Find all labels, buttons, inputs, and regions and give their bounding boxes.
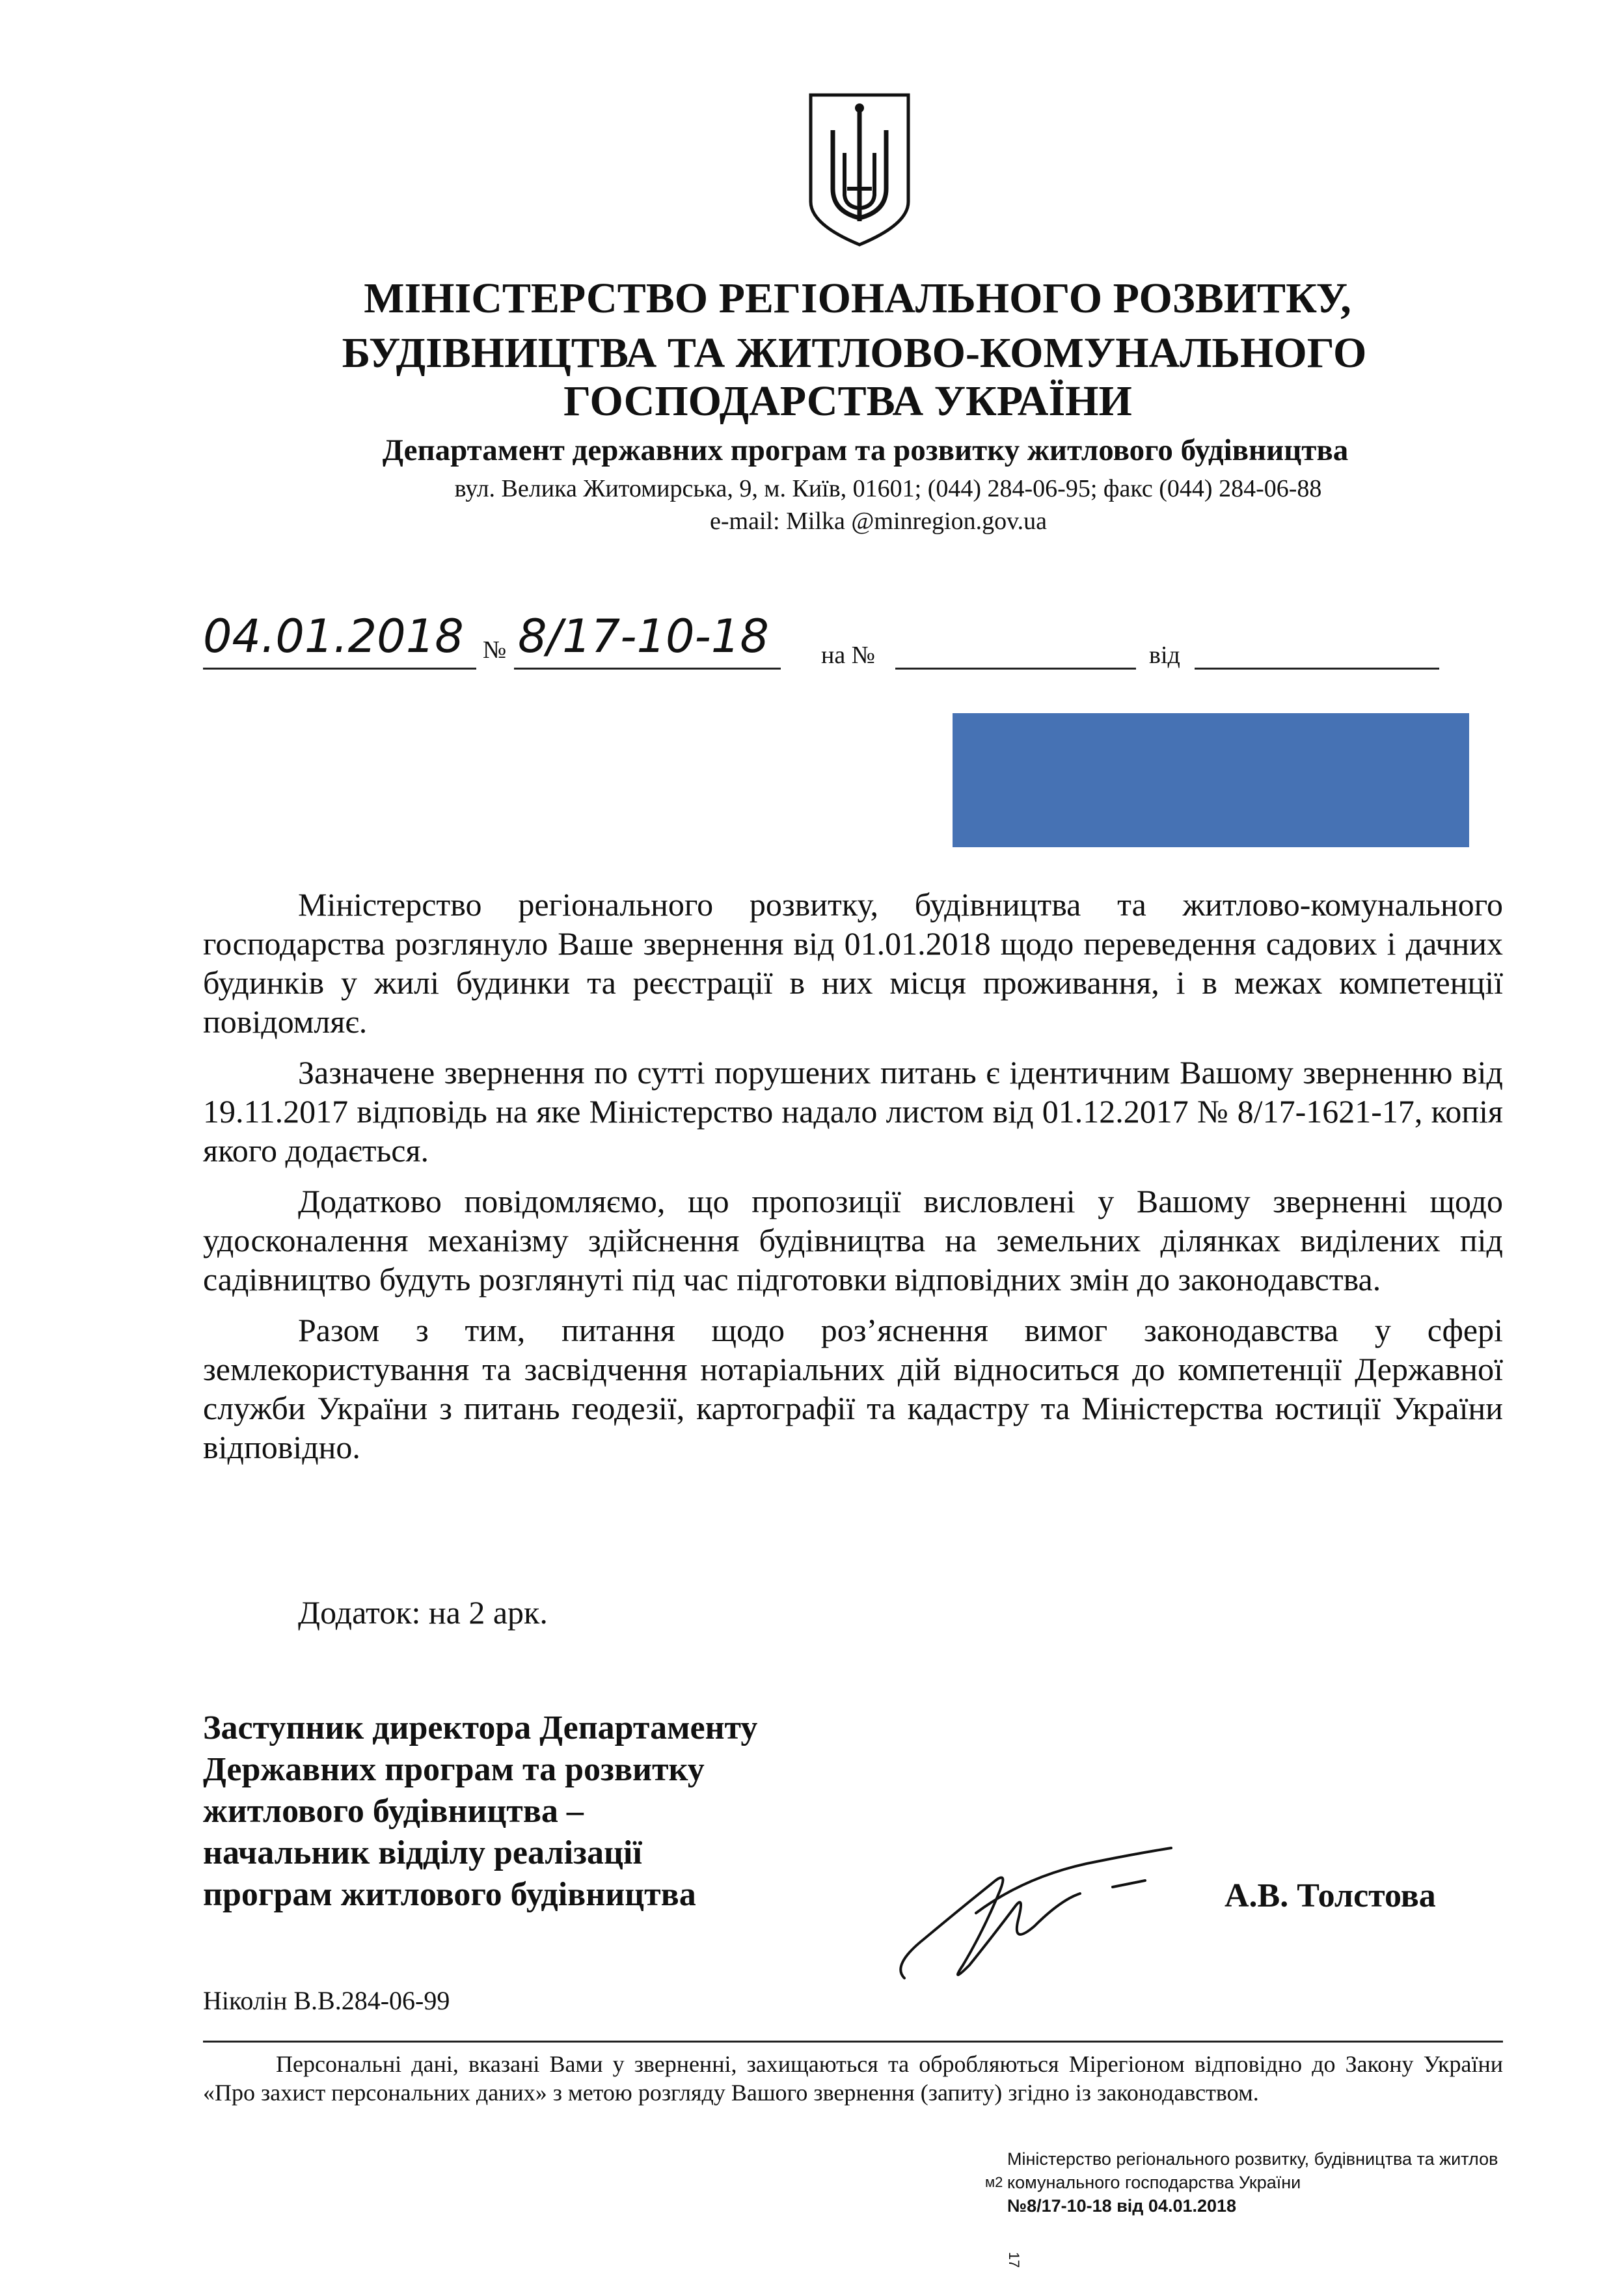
signatory-title-line: Державних програм та розвитку — [203, 1751, 705, 1788]
handwritten-signature — [885, 1835, 1184, 1991]
privacy-notice: Персональні дані, вказані Вами у зверненні, захищаються та обробляються Мірегіоном відповідно до Закону України «Про захист персональних даних» з метою розгляду Вашого звернення (запиту) згідно із законодавством. — [203, 2051, 1503, 2106]
signatory-title-line: житлового будівництва – — [203, 1793, 584, 1830]
address-line: вул. Велика Житомирська, 9, м. Київ, 01601; (044) 284-06-95; факс (044) 284-06-88 — [454, 475, 1322, 502]
reference-number-label: на № — [821, 642, 875, 669]
attachment-note: Додаток: на 2 арк. — [298, 1594, 548, 1631]
number-underline — [514, 668, 781, 670]
signatory-name: А.В. Толстова — [1225, 1877, 1436, 1914]
ministry-name-line-3: ГОСПОДАРСТВА УКРАЇНИ — [563, 377, 1132, 425]
signatory-title-line: програм житлового будівництва — [203, 1876, 696, 1913]
body-paragraph: Зазначене звернення по сутті порушених питань є ідентичним Вашому зверненню від 19.11.2017 відповідь на яке Міністерство надало листом від 01.12.2017 № 8/17-1621-17, копія якого додається. — [203, 1054, 1503, 1169]
reference-number-blank — [895, 668, 1136, 670]
body-paragraph: Разом з тим, питання щодо роз’яснення вимог законодавства у сфері землекористування та засвідчення нотаріальних дій відноситься до компетенції Державної служби України з питань геодезії, картографії та кадастру та Міністерства юстиції України відповідно. — [203, 1312, 1503, 1465]
stamp-number: №8/17-10-18 від 04.01.2018 — [1007, 2196, 1237, 2216]
body-paragraph: Міністерство регіонального розвитку, будівництва та житлово-комунального господарства розглянуло Ваше звернення від 01.01.2018 щодо переведення садових і дачних будинків у жилі будинки та реєстрації в них місця проживання, і в межах компетенції повідомляє. — [203, 886, 1503, 1040]
stamp-line: комунального господарства України — [1007, 2173, 1301, 2192]
executor-info: Ніколін В.В.284-06-99 — [203, 1986, 450, 2015]
date-underline — [203, 668, 476, 670]
page-mark: 17 — [1006, 2251, 1023, 2268]
redacted-addressee-block — [953, 713, 1469, 847]
stamp-line: Міністерство регіонального розвитку, будівництва та житлов — [1007, 2149, 1498, 2169]
signatory-title-line: начальник відділу реалізації — [203, 1834, 642, 1871]
body-paragraph: Додатково повідомляємо, що пропозиції висловлені у Вашому зверненні щодо удосконалення механізму здійснення будівництва на земельних ділянках виділених під садівництво будуть розглянуті під час підготовки відповідних змін до законодавства. — [203, 1183, 1503, 1297]
reference-from-label: від — [1149, 642, 1180, 669]
number-label: № — [483, 636, 507, 664]
reference-date-blank — [1195, 668, 1439, 670]
registration-date: 04.01.2018 — [203, 610, 464, 663]
signatory-title — [203, 1707, 919, 1916]
department-name: Департамент державних програм та розвитку житлового будівництва — [382, 433, 1349, 467]
registration-stamp — [985, 2147, 1593, 2218]
ministry-name-line-2: БУДІВНИЦТВА ТА ЖИТЛОВО-КОМУНАЛЬНОГО — [342, 329, 1367, 377]
email-line: e-mail: Milka @minregion.gov.ua — [710, 508, 1047, 535]
ministry-name-line-1: МІНІСТЕРСТВО РЕГІОНАЛЬНОГО РОЗВИТКУ, — [364, 275, 1351, 322]
signatory-title-line: Заступник директора Департаменту — [203, 1709, 758, 1746]
registration-number: 8/17-10-18 — [518, 610, 769, 663]
stamp-code: м2 — [985, 2174, 1003, 2190]
footer-divider — [203, 2041, 1503, 2043]
coat-of-arms-icon — [807, 91, 912, 249]
letter-body — [203, 885, 1503, 1478]
